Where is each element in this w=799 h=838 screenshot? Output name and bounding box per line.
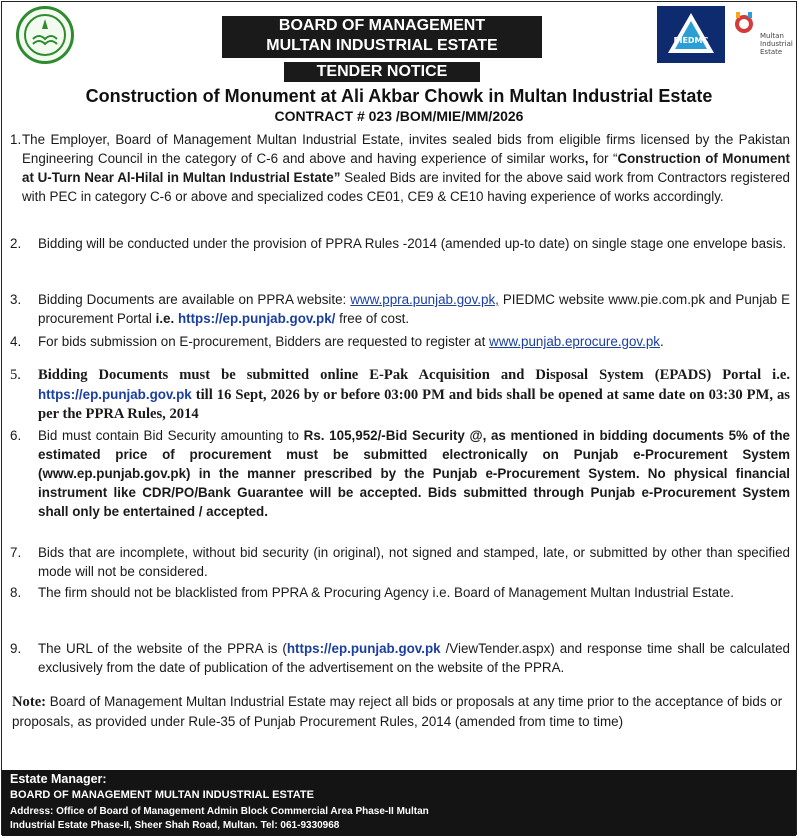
clause-bold-text: Bidding Documents must be submitted online E-Pak Acquisition and Disposal System (EPADS) Portal i.e. (38, 367, 790, 383)
clause-2 (10, 234, 790, 253)
ppra-website-link[interactable]: www.ppra.punjab.gov.pk, (350, 292, 499, 307)
clause-1 (10, 130, 790, 206)
clause-text: Sealed Bids are invited for the above said work from Contractors registered with PEC in category C-6 or above and specialized codes CE01, CE9 & CE10 having experience of works accordingly. (22, 170, 790, 204)
clause-text: The URL of the website of the PPRA is ( (38, 641, 287, 656)
footer (2, 770, 796, 836)
clause-number: 2. (10, 236, 22, 251)
clause-text: Bid must contain Bid Security amounting to (38, 428, 304, 443)
ppra-url-link[interactable]: https://ep.punjab.gov.pk (286, 641, 441, 656)
clause-text: for “ (588, 151, 618, 166)
piedmc-logo-text: PIEDMC (673, 36, 709, 45)
epads-portal-link[interactable]: https://ep.punjab.gov.pk (38, 387, 192, 402)
clause-bold-text: Rs. 105,952/-Bid Security @, as mentioned in bidding documents 5% of the estimated price of procurement must be submitted electronically on Punjab e-Procurement System (www.ep.punjab.gov.pk) in the manner prescribed by the Punjab e-Procurement System. No physical financial instrument like CDR/PO/Bank Guarantee will be accepted. Bids submitted through Punjab e-Procurement System shall only be entertained / accepted. (38, 428, 790, 519)
note-label: Note: (12, 694, 47, 710)
clause-number: 4. (10, 334, 22, 349)
clause-number: 1. (10, 132, 22, 147)
footer-role: Estate Manager: (10, 772, 107, 786)
clause-5 (10, 366, 790, 424)
clause-number: 6. (10, 428, 22, 443)
footer-organization: BOARD OF MANAGEMENT MULTAN INDUSTRIAL ESTATE (10, 789, 314, 801)
clause-text: For bids submission on E-procurement, Bidders are requested to register at (38, 334, 490, 349)
clause-number: 7. (10, 545, 22, 560)
contract-number: CONTRACT # 023 /BOM/MIE/MM/2026 (274, 108, 524, 124)
footer-address-line1: Address: Office of Board of Management Admin Block Commercial Area Phase-II Multan (10, 806, 429, 817)
tender-notice-page (1, 1, 797, 835)
piedmc-logo (657, 6, 725, 63)
footer-address-line2: Industrial Estate Phase-II, Sheer Shah Road, Multan. Tel: 061-9330968 (10, 820, 340, 831)
header (2, 2, 796, 82)
clause-3 (10, 290, 790, 328)
clause-text: Bids that are incomplete, without bid security (in original), not signed and stamped, late, or submitted by other than specified mode will not be considered. (38, 545, 790, 579)
clause-number: 8. (10, 585, 22, 600)
clause-number: 3. (10, 292, 22, 307)
clause-text: PIEDMC website www.pie.com.pk and Punjab E procurement Portal (38, 292, 791, 326)
clause-number: 9. (10, 641, 22, 656)
note (12, 692, 790, 731)
clause-text: The Employer, Board of Management Multan Industrial Estate, invites sealed bids from eligible firms licensed by the Pakistan Engineering Council in the category of C-6 and above and having experience of similar works (22, 132, 790, 166)
clause-text: /ViewTender.aspx) and response time shall be calculated exclusively from the date of publication of the advertisement on the website of the PPRA. (38, 641, 791, 675)
logo-right-text2: Industrial (760, 40, 793, 48)
clause-4 (10, 332, 790, 351)
multan-industrial-estate-logo (728, 8, 793, 62)
tender-notice-label: TENDER NOTICE (284, 62, 480, 82)
header-title-band (222, 16, 542, 58)
clause-text: , (584, 151, 589, 166)
eprocurement-portal-link[interactable]: https://ep.punjab.gov.pk/ (177, 311, 336, 326)
header-line1: BOARD OF MANAGEMENT (278, 17, 486, 34)
tender-title: Construction of Monument at Ali Akbar Chowk in Multan Industrial Estate (85, 86, 713, 106)
clause-text: free of cost. (335, 311, 410, 326)
clause-bold-text: i.e. (155, 311, 175, 326)
clause-text: Bidding will be conducted under the provision of PPRA Rules -2014 (amended up-to date) on single stage one envelope basis. (38, 236, 787, 251)
clause-text: . (660, 334, 664, 349)
logo-right-text1: Multan (760, 32, 784, 40)
clause-8 (10, 583, 790, 602)
eprocure-register-link[interactable]: www.punjab.eprocure.gov.pk (489, 334, 660, 349)
logo-right-text3: Estate (760, 48, 783, 56)
clause-6 (10, 426, 790, 521)
clause-number: 5. (10, 367, 21, 383)
note-text: Board of Management Multan Industrial Estate may reject all bids or proposals at any time prior to the acceptance of bids or proposals, as provided under Rule-35 of Punjab Procurement Rules, 2014 (amended from time to time) (12, 694, 783, 729)
clause-bold-text: Construction of Monument at U-Turn Near Al-Hilal in Multan Industrial Estate” (22, 151, 790, 185)
header-line2: MULTAN INDUSTRIAL ESTATE (266, 37, 498, 54)
clause-bold-text: till 16 Sept, 2026 by or before 03:00 PM and bids shall be opened at same date on 03:30 PM, as per the PPRA Rules, 2014 (38, 387, 790, 422)
clause-7 (10, 543, 790, 581)
punjab-government-logo (16, 6, 74, 64)
clause-text: Bidding Documents are available on PPRA website: (38, 292, 351, 307)
clause-text: The firm should not be blacklisted from PPRA & Procuring Agency i.e. Board of Management Multan Industrial Estate. (38, 585, 734, 600)
clause-9 (10, 639, 790, 677)
